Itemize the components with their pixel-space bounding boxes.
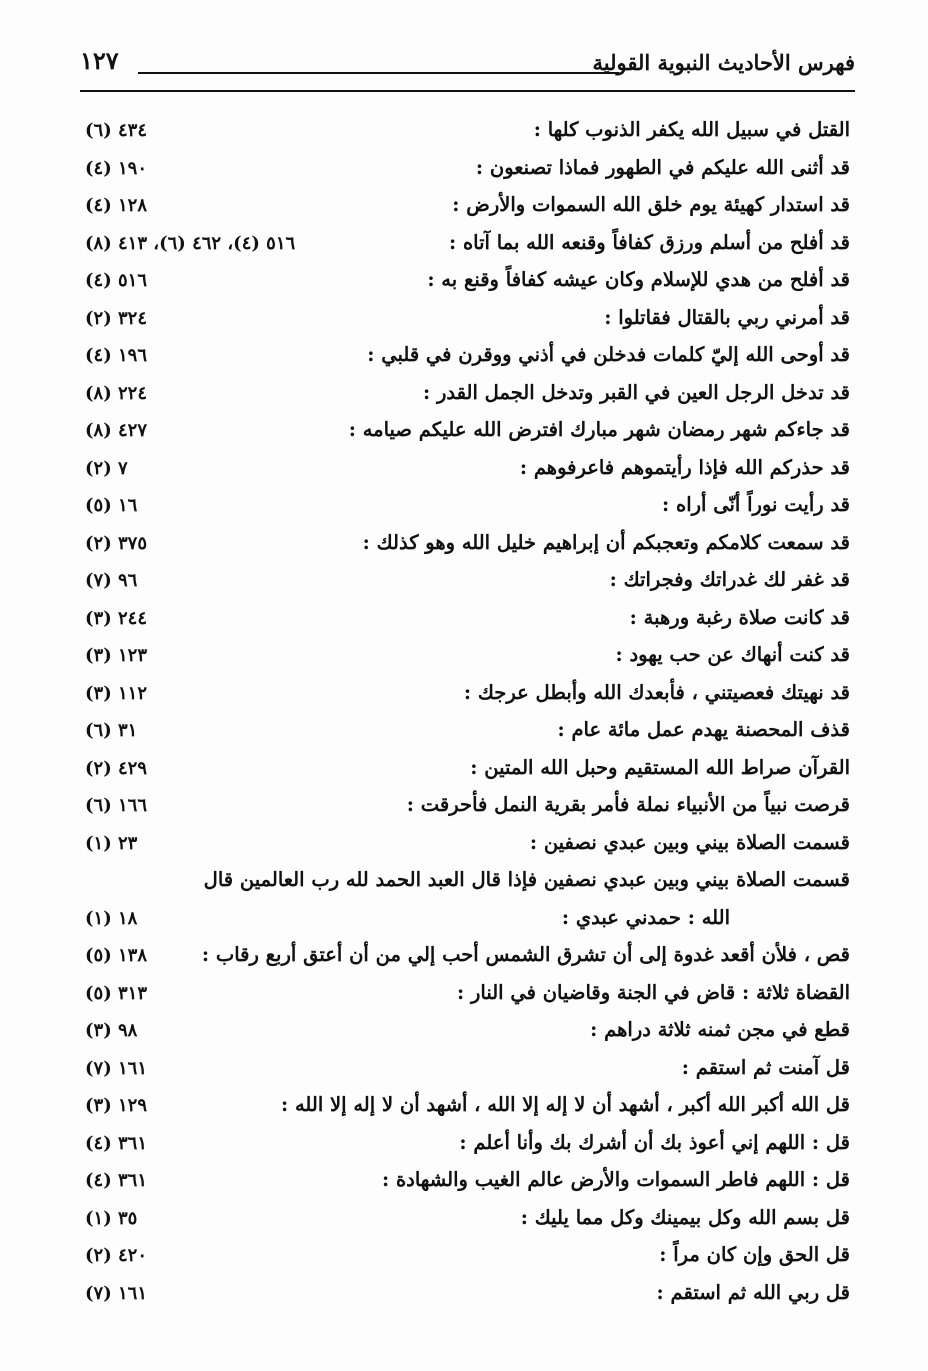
index-entry — [85, 114, 850, 152]
volume-page-reference: ١٨ (١) — [85, 907, 138, 929]
volume-page-reference: ١٢٩ (٣) — [85, 1095, 148, 1116]
header-rule — [80, 90, 855, 92]
index-entry — [85, 1239, 850, 1277]
index-entry — [85, 152, 850, 190]
volume-page-reference: ٧ (٢) — [85, 457, 128, 479]
hadith-text: قل : اللهم إني أعوذ بك أن أشرك بك وأنا أعلم : — [459, 1130, 850, 1154]
hadith-index-list — [85, 114, 850, 1314]
index-entry — [85, 602, 850, 640]
hadith-text: قد نهيتك فعصيتني ، فأبعدك الله وأبطل عرجك : — [463, 680, 850, 704]
hadith-text: قد كنت أنهاك عن حب يهود : — [615, 643, 850, 666]
hadith-text: قل آمنت ثم استقم : — [681, 1055, 850, 1079]
header-leader-line — [138, 72, 619, 74]
volume-page-reference: ٣٦١ (٤) — [85, 1132, 148, 1154]
index-entry — [85, 339, 850, 377]
volume-page-reference: ١٦٦ (٦) — [85, 795, 148, 816]
volume-page-reference: ٣١٣ (٥) — [85, 982, 148, 1004]
hadith-text: قسمت الصلاة بيني وبين عبدي نصفين : — [529, 830, 850, 854]
index-entry — [85, 1089, 850, 1127]
index-entry — [85, 1052, 850, 1090]
hadith-text: قد أفلح من هدي للإسلام وكان عيشه كفافاً وقنع به : — [427, 268, 850, 291]
volume-page-reference: ١٢٨ (٤) — [85, 195, 148, 216]
volume-page-reference: ٥١٦ (٤) — [85, 270, 148, 291]
volume-page-reference: ٣٦١ (٤) — [85, 1170, 148, 1191]
hadith-text: القرآن صراط الله المستقيم وحبل الله المتين : — [470, 755, 850, 779]
volume-page-reference: ٩٨ (٣) — [85, 1020, 138, 1041]
index-entry — [85, 827, 850, 865]
hadith-text: قل بسم الله وكل بيمينك وكل مما يليك : — [520, 1205, 850, 1229]
hadith-text: قد سمعت كلامكم وتعجبكم أن إبراهيم خليل الله وهو كذلك : — [362, 530, 850, 554]
volume-page-reference: ١٣٨ (٥) — [85, 945, 148, 966]
volume-page-reference: ٥١٦ (٤)، ٤٦٢ (٦)، ٤١٣ (٨) — [85, 232, 296, 254]
running-header — [80, 44, 855, 92]
volume-page-reference: ١٦١ (٧) — [85, 1057, 148, 1079]
index-entry — [85, 939, 850, 977]
volume-page-reference: ٤٢٠ (٢) — [85, 1245, 148, 1266]
volume-page-reference: ٣٢٤ (٢) — [85, 307, 148, 329]
hadith-text: قسمت الصلاة بيني وبين عبدي نصفين فإذا قال العبد الحمد لله رب العالمين قال — [203, 868, 850, 891]
volume-page-reference: ٢٣ (١) — [85, 832, 138, 854]
volume-page-reference: ١١٢ (٣) — [85, 682, 148, 704]
hadith-text: قذف المحصنة يهدم عمل مائة عام : — [557, 718, 850, 741]
index-entry — [85, 639, 850, 677]
index-entry — [85, 1164, 850, 1202]
hadith-text: القضاة ثلاثة : قاض في الجنة وقاضيان في النار : — [457, 980, 850, 1004]
index-entry — [85, 564, 850, 602]
volume-page-reference: ١٩٦ (٤) — [85, 345, 148, 366]
volume-page-reference: ٣١ (٦) — [85, 720, 138, 741]
hadith-text: قطع في مجن ثمنه ثلاثة دراهم : — [590, 1018, 850, 1041]
hadith-text: قد أمرني ربي بالقتال فقاتلوا : — [604, 305, 850, 329]
index-entry — [85, 752, 850, 790]
hadith-text: قل ربي الله ثم استقم : — [656, 1280, 850, 1304]
volume-page-reference: ١٦ (٥) — [85, 495, 138, 516]
index-entry — [85, 1277, 850, 1315]
volume-page-reference: ٢٢٤ (٨) — [85, 382, 148, 404]
volume-page-reference: ٣٥ (١) — [85, 1207, 138, 1229]
hadith-text: قرصت نبياً من الأنبياء نملة فأمر بقرية النمل فأحرقت : — [406, 793, 850, 816]
index-entry — [85, 264, 850, 302]
index-entry — [85, 1127, 850, 1165]
hadith-text: قد تدخل الرجل العين في القبر وتدخل الجمل القدر : — [423, 380, 850, 404]
index-entry — [85, 864, 850, 939]
hadith-text: قد أفلح من أسلم ورزق كفافاً وقنعه الله بما آتاه : — [448, 230, 850, 254]
index-entry — [85, 789, 850, 827]
volume-page-reference: ٤٣٤ (٦) — [85, 120, 148, 141]
index-entry — [85, 414, 850, 452]
index-entry — [85, 527, 850, 565]
hadith-text: قد حذركم الله فإذا رأيتموهم فاعرفوهم : — [519, 455, 850, 479]
volume-page-reference: ٣٧٥ (٢) — [85, 532, 148, 554]
hadith-text: قد أوحى الله إليّ كلمات فدخلن في أذني ووقرن في قلبي : — [367, 343, 850, 366]
index-entry — [85, 189, 850, 227]
hadith-text: قد كانت صلاة رغبة ورهبة : — [629, 605, 850, 629]
volume-page-reference: ٩٦ (٧) — [85, 570, 138, 591]
header-title: فهرس الأحاديث النبوية القولية — [592, 50, 855, 75]
hadith-text: قل : اللهم فاطر السموات والأرض عالم الغيب والشهادة : — [381, 1168, 850, 1191]
volume-page-reference: ١٢٣ (٣) — [85, 645, 148, 666]
hadith-text: قد أثنى الله عليكم في الطهور فماذا تصنعون : — [475, 155, 850, 179]
hadith-text: قد غفر لك غدراتك وفجراتك : — [609, 568, 850, 591]
index-entry — [85, 977, 850, 1015]
hadith-text-continuation: الله : حمدني عبدي : — [561, 905, 730, 929]
index-entry — [85, 677, 850, 715]
hadith-text: قل الله أكبر الله أكبر ، أشهد أن لا إله إلا الله ، أشهد أن لا إله إلا الله : — [280, 1093, 850, 1116]
page-number: ١٢٧ — [80, 46, 119, 75]
volume-page-reference: ١٩٠ (٤) — [85, 157, 148, 179]
volume-page-reference: ٢٤٤ (٣) — [85, 607, 148, 629]
volume-page-reference: ٤٢٩ (٢) — [85, 757, 148, 779]
index-entry — [85, 227, 850, 265]
volume-page-reference: ٤٢٧ (٨) — [85, 420, 148, 441]
index-entry — [85, 377, 850, 415]
hadith-text: قد جاءكم شهر رمضان شهر مبارك افترض الله عليكم صيامه : — [348, 418, 850, 441]
index-entry — [85, 302, 850, 340]
hadith-text: قل الحق وإن كان مراً : — [659, 1243, 850, 1266]
index-entry — [85, 1014, 850, 1052]
index-entry — [85, 452, 850, 490]
volume-page-reference: ١٦١ (٧) — [85, 1282, 148, 1304]
index-entry — [85, 489, 850, 527]
index-entry — [85, 1202, 850, 1240]
hadith-text: قد استدار كهيئة يوم خلق الله السموات والأرض : — [452, 193, 850, 216]
hadith-text: قص ، فلأن أقعد غدوة إلى أن تشرق الشمس أحب إلي من أن أعتق أربع رقاب : — [201, 943, 850, 966]
hadith-text: القتل في سبيل الله يكفر الذنوب كلها : — [533, 118, 850, 141]
index-entry — [85, 714, 850, 752]
hadith-text: قد رأيت نوراً أنّى أراه : — [661, 493, 850, 516]
